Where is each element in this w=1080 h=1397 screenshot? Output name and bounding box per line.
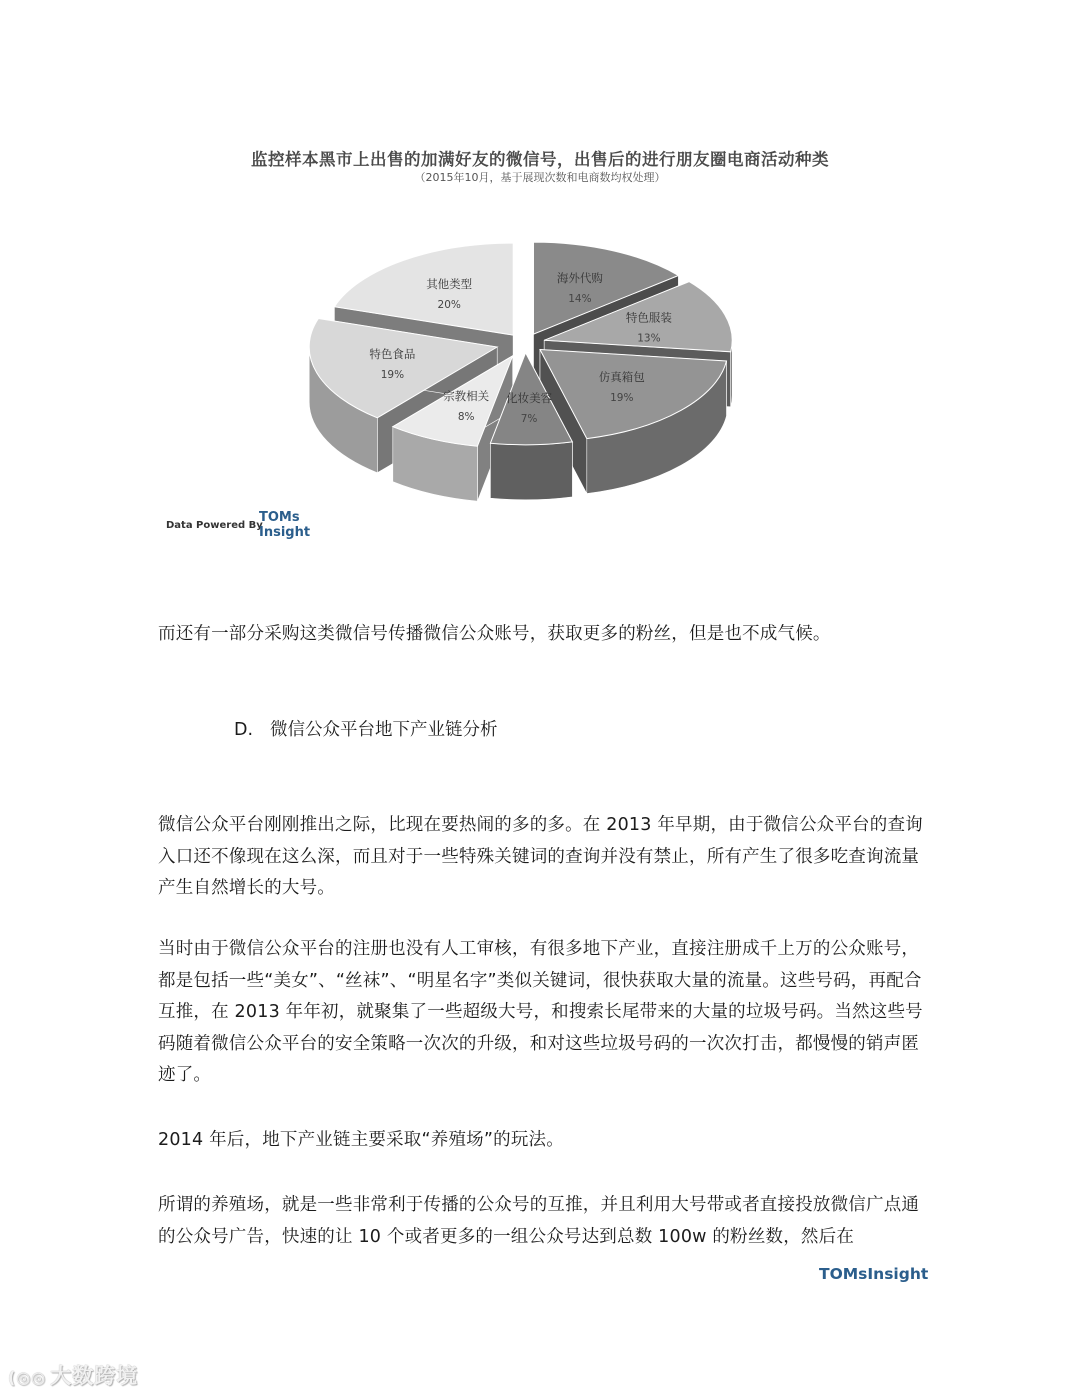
paragraph-2: 当时由于微信公众平台的注册也没有人工审核，有很多地下产业，直接注册成千上万的公众账号，都是包括一些“美女”、“丝袜”、“明星名字”类似关键词，很快获取大量的流量。这些号码，再配合互推，在 2013 年年初，就聚集了一些超级大号，和搜索长尾带来的大量的垃圾号码。当然这些号码随着微信公众平台的安全策略一次次的升级，和对这些垃圾号码的一次次打击，都慢慢的销声匿迹了。 (158, 939, 923, 1085)
slice-label: 其他类型 (426, 276, 473, 291)
slice-label: 仿真箱包 (598, 369, 645, 384)
slice-label: 宗教相关 (443, 389, 490, 404)
paragraph-1: 微信公众平台刚刚推出之际，比现在要热闹的多的多。在 2013 年早期，由于微信公众平台的查询入口还不像现在这么深，而且对于一些特殊关键词的查询并没有禁止，所有产生了很多吃查询流量产生自然增长的大号。 (158, 815, 923, 898)
section-title: 微信公众平台地下产业链分析 (270, 720, 498, 740)
pie-slice-rim (490, 442, 572, 500)
section-heading (234, 716, 498, 741)
paragraph-4: 所谓的养殖场，就是一些非常利于传播的公众号的互推，并且利用大号带或者直接投放微信广点通的公众号广告，快速的让 10 个或者更多的一组公众号达到总数 100w 的粉丝数，然后在 (158, 1195, 920, 1247)
slice-label: 特色食品 (369, 346, 416, 361)
slice-label: 海外代购 (556, 270, 603, 285)
powered-by-brand-line2: Insight (259, 525, 311, 540)
watermark-logo-icon: (◎◎ (8, 1368, 47, 1387)
watermark (8, 1360, 138, 1390)
powered-by-brand-line1: TOMs (259, 510, 300, 525)
slice-label: 特色服装 (625, 310, 672, 325)
slice-label: 化妆美容 (506, 391, 553, 406)
powered-by-label: Data Powered By (166, 520, 263, 531)
slice-value-label: 13% (637, 332, 661, 345)
watermark-text: 大数跨境 (50, 1364, 139, 1388)
pie-chart (300, 225, 770, 515)
chart-title: 监控样本黑市上出售的加满好友的微信号，出售后的进行朋友圈电商活动种类 (251, 150, 829, 169)
slice-value-label: 20% (437, 298, 461, 311)
paragraph-intro: 而还有一部分采购这类微信号传播微信公众账号，获取更多的粉丝，但是也不成气候。 (158, 624, 831, 644)
powered-by-brand (259, 510, 319, 540)
slice-value-label: 7% (520, 413, 538, 426)
footer-brand: TOMsInsight (819, 1265, 929, 1283)
section-letter: D. (234, 720, 254, 740)
slice-value-label: 14% (568, 292, 592, 305)
slice-value-label: 19% (380, 368, 405, 381)
chart-subtitle: （2015年10月，基于展现次数和电商数均权处理） (414, 171, 666, 184)
slice-value-label: 8% (457, 411, 475, 424)
paragraph-3: 2014 年后，地下产业链主要采取“养殖场”的玩法。 (158, 1130, 564, 1150)
slice-value-label: 19% (610, 391, 634, 404)
